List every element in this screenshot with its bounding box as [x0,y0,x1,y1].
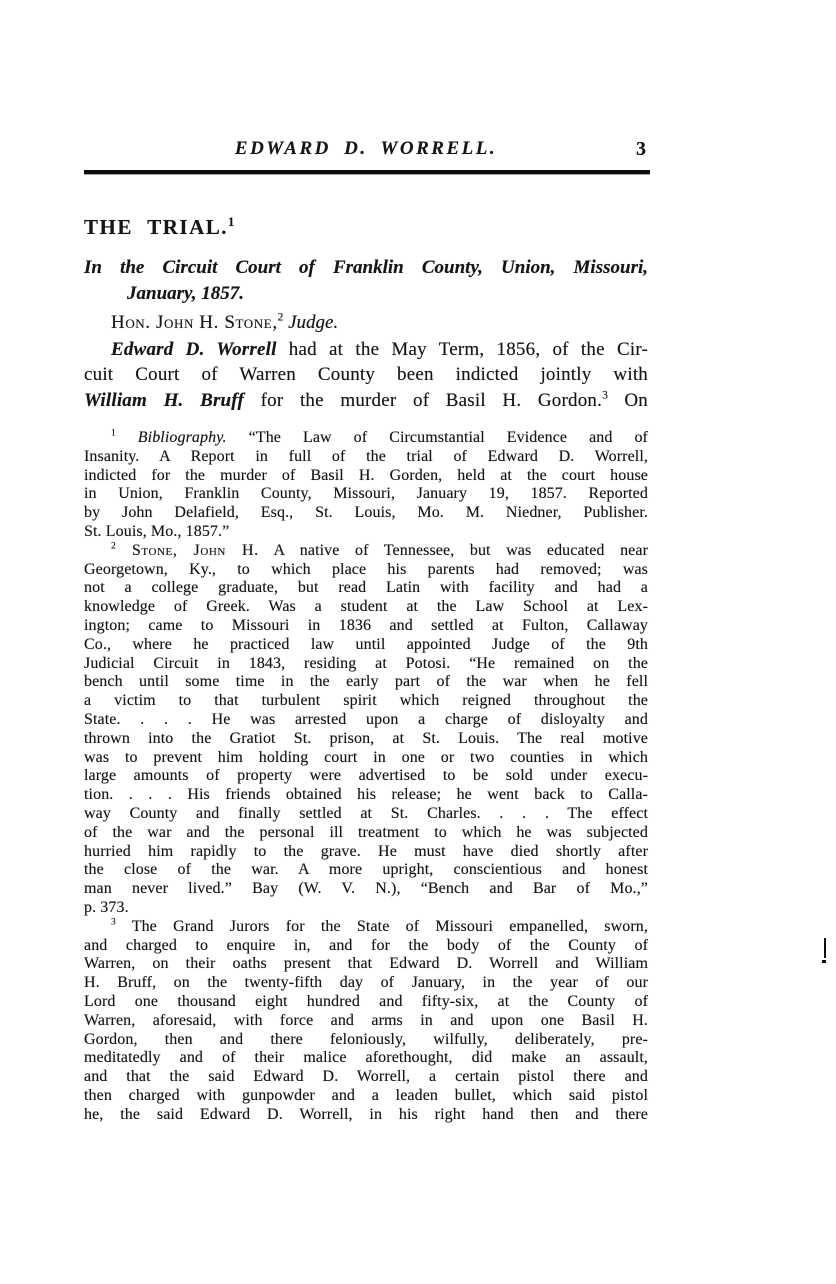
text-line [84,711,648,730]
text-segment: THE TRIAL. [84,215,228,239]
footnote-2 [84,542,648,918]
text-segment: and charged to enquire in, and for the body of the County of [84,936,648,954]
text-segment: The Grand Jurors for the State of Missouri empanelled, sworn, [115,917,648,935]
text-segment: hurried him rapidly to the grave. He must have died shortly after [84,842,648,860]
text-segment: Hon. John H. Stone, [111,312,278,333]
text-line [84,1087,648,1106]
text-segment: and that the said Edward D. Worrell, a certain pistol there and [84,1068,648,1086]
text-line [84,214,648,240]
text-segment: H. Bruff, on the twenty-fifth day of January, in the year of our [84,974,648,992]
text-segment: ington; came to Missouri in 1836 and settled at Fulton, Callaway [84,616,648,634]
text-line [84,843,648,862]
text-segment: of the war and the personal ill treatment to which he was subjected [84,823,648,841]
text-line [84,542,648,561]
text-segment: William H. Bruff [84,389,245,411]
text-segment: Judge. [283,312,339,333]
text-segment: In the Circuit Court of Franklin County, Union, Missouri, [84,257,648,278]
text-segment: p. 373. [84,898,129,916]
judge-caption [84,310,648,335]
text-segment: bench until some time in the early part of the war when he fell [84,673,648,691]
text-segment: “The Law of Circumstantial Evidence and of [226,429,648,446]
text-line [84,880,648,899]
text-line [84,467,648,486]
text-line [84,899,648,918]
text-line [84,955,648,974]
text-segment: cuit Court of Warren County been indicted jointly with [84,364,648,386]
text-segment: way County and finally settled at St. Charles. . . . The effect [84,804,648,822]
footnote-ref: 1 [111,427,116,439]
text-line [84,636,648,655]
footnote-ref: 2 [277,311,284,324]
text-segment: man never lived.” Bay (W. V. N.), “Bench and Bar of Mo.,” [84,880,648,898]
text-line [84,1012,648,1031]
text-line [84,767,648,786]
text-line [84,388,648,413]
page-header [84,137,648,163]
opening-paragraph [84,337,648,413]
text-line [84,281,648,307]
footnote-ref: 1 [228,215,235,229]
text-line [84,429,648,448]
text-line [84,337,648,362]
text-line [84,598,648,617]
text-line [84,824,648,843]
text-line [84,655,648,674]
text-line [84,448,648,467]
text-line [84,617,648,636]
text-line [84,310,648,335]
text-line [84,918,648,937]
text-segment: large amounts of property were advertised to be sold under execu- [84,767,648,785]
text-segment: Warren, on their oaths present that Edward D. Worrell and William [84,955,648,973]
text-segment: Bibliography. [115,429,227,446]
text-segment: he, the said Edward D. Worrell, in his right hand then and there [84,1105,648,1123]
text-segment: Lord one thousand eight hundred and fifty-six, at the County of [84,992,648,1010]
text-line [84,579,648,598]
text-segment: St. Louis, Mo., 1857.” [84,522,230,540]
scan-artifact-tick [822,960,826,963]
text-segment: Georgetown, Ky., to which place his parents had removed; was [84,560,648,578]
text-segment: the close of the war. A more upright, conscientious and honest [84,861,648,879]
text-line [84,255,648,281]
text-line [84,749,648,768]
text-line [84,805,648,824]
footnote-ref: 3 [111,916,116,928]
text-line [84,692,648,711]
footnote-ref: 3 [602,389,608,402]
text-line [84,974,648,993]
text-segment: knowledge of Greek. Was a student at the Law School at Lex- [84,598,648,616]
running-title: EDWARD D. WORRELL. [234,138,498,159]
text-line [84,730,648,749]
text-segment: Co., where he practiced law until appointed Judge of the 9th [84,635,648,653]
text-segment: by John Delafield, Esq., St. Louis, Mo. M. Niedner, Publisher. [84,504,648,522]
text-line [84,673,648,692]
text-line [84,786,648,805]
text-segment: Insanity. A Report in full of the trial of Edward D. Worrell, [84,447,648,465]
text-line [84,1068,648,1087]
text-line [84,485,648,504]
text-segment: Judicial Circuit in 1843, residing at Potosi. “He remained on the [84,654,648,672]
text-segment: Edward D. Worrell [111,339,277,360]
text-line [84,504,648,523]
text-segment: not a college graduate, but read Latin with facility and had a [84,579,648,597]
footnote-3 [84,918,648,1125]
text-segment: Gordon, then and there feloniously, wilfully, deliberately, pre- [84,1030,648,1048]
text-line [84,1106,648,1125]
text-segment: was to prevent him holding court in one or two counties in which [84,748,648,766]
text-line [84,993,648,1012]
text-segment: Stone, John H. [115,541,259,559]
footnote-ref: 2 [111,540,116,552]
section-title [84,214,648,240]
text-segment: in Union, Franklin County, Missouri, January 19, 1857. Reported [84,485,648,503]
text-segment: then charged with gunpowder and a leaden bullet, which said pistol [84,1086,648,1104]
text-segment: State. . . . He was arrested upon a charge of disloyalty and [84,710,648,728]
text-line [84,861,648,880]
text-segment: for the murder of Basil H. Gordon. [244,389,603,411]
court-caption [84,255,648,306]
text-segment: had at the May Term, 1856, of the Cir- [276,339,648,360]
page-number: 3 [636,138,646,160]
header-rule [84,170,650,174]
text-line [84,937,648,956]
text-segment: meditatedly and of their malice aforethought, did make an assault, [84,1049,648,1067]
text-segment: a victim to that turbulent spirit which reigned throughout the [84,692,648,710]
text-line [84,561,648,580]
text-segment: On [607,389,648,411]
text-segment: thrown into the Gratiot St. prison, at St. Louis. The real motive [84,729,648,747]
footnote-1 [84,429,648,542]
text-segment: A native of Tennessee, but was educated near [258,541,648,559]
text-segment: Warren, aforesaid, with force and arms in and upon one Basil H. [84,1011,648,1029]
text-line [84,523,648,542]
text-segment: January, 1857. [127,282,245,304]
scan-artifact-line [824,938,826,958]
text-line [84,362,648,387]
text-line [84,1031,648,1050]
text-line [84,1049,648,1068]
text-segment: tion. . . . His friends obtained his release; he went back to Calla- [84,786,648,804]
text-segment: indicted for the murder of Basil H. Gorden, held at the court house [84,466,648,484]
